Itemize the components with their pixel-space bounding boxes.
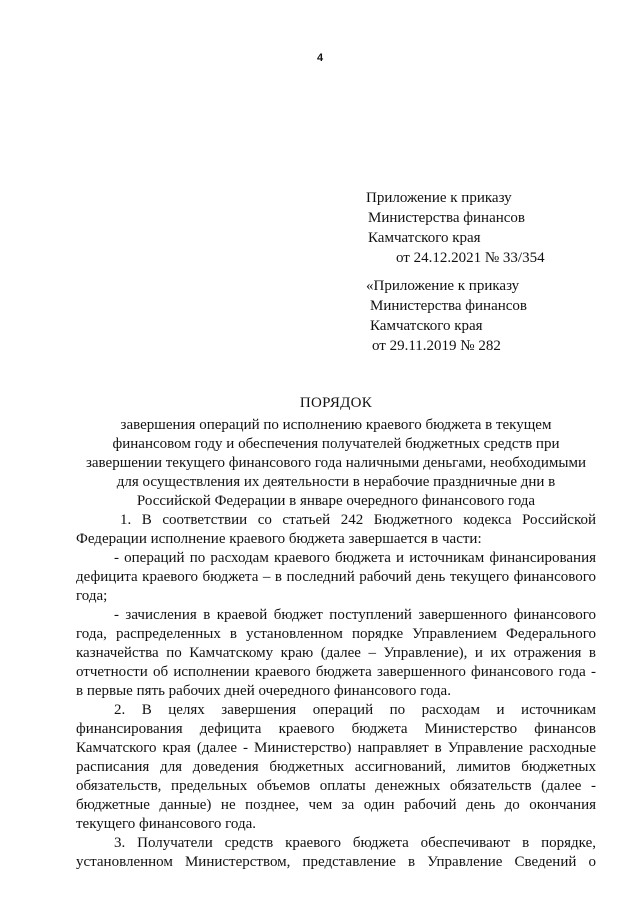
body-line: года, распределенных в установленном порядке Управлением Федерального	[76, 626, 596, 642]
body-line: Камчатского края (далее - Министерство) направляет в Управление расходные	[76, 740, 596, 756]
subtitle-line: завершении текущего финансового года наличными деньгами, необходимыми	[85, 455, 587, 471]
document-subtitle	[76, 416, 596, 511]
body-line: финансирования дефицита краевого бюджета Министерство финансов	[76, 721, 596, 737]
body-line: в первые пять рабочих дней очередного финансового года.	[76, 683, 451, 699]
appendix-line: от 24.12.2021 № 33/354	[396, 250, 545, 266]
body-line: отчетности об исполнении краевого бюджета завершенного финансового года -	[76, 664, 596, 680]
body-line: казначейства по Камчатскому краю (далее – Управление), и их отражения в	[76, 645, 596, 661]
body-line: года;	[76, 588, 108, 604]
appendix-line: Камчатского края	[370, 318, 483, 334]
appendix-header-original	[366, 276, 527, 356]
page-number: 4	[316, 52, 324, 64]
subtitle-line: завершения операций по исполнению краевого бюджета в текущем	[120, 417, 552, 433]
body-line: расписания для доведения бюджетных ассигнований, лимитов бюджетных	[76, 759, 596, 775]
body-line: бюджетные данные) не позднее, чем за один рабочий день до окончания	[76, 797, 596, 813]
appendix-line: Камчатского края	[368, 230, 481, 246]
appendix-line: Министерства финансов	[368, 210, 525, 226]
body-line: - зачисления в краевой бюджет поступлений завершенного финансового	[114, 607, 596, 623]
subtitle-line: финансовом году и обеспечения получателей бюджетных средств при	[112, 436, 560, 452]
document-title: ПОРЯДОК	[299, 395, 373, 411]
appendix-line: Министерства финансов	[370, 298, 527, 314]
body-line: Федерации исполнение краевого бюджета завершается в части:	[76, 531, 482, 547]
body-line: 2. В целях завершения операций по расходам и источникам	[114, 702, 596, 718]
body-line: обязательств, предельных объемов оплаты денежных обязательств (далее -	[76, 778, 596, 794]
subtitle-line: Российской Федерации в январе очередного финансового года	[136, 493, 536, 509]
appendix-line: «Приложение к приказу	[366, 278, 520, 294]
appendix-line: от 29.11.2019 № 282	[372, 338, 501, 354]
body-line: установленном Министерством, представление в Управление Сведений о	[76, 854, 596, 870]
body-line: - операций по расходам краевого бюджета и источникам финансирования	[114, 550, 596, 566]
body-line: 3. Получатели средств краевого бюджета обеспечивают в порядке,	[114, 835, 596, 851]
document-body	[76, 511, 596, 872]
body-line: дефицита краевого бюджета – в последний рабочий день текущего финансового	[76, 569, 596, 585]
subtitle-line: для осуществления их деятельности в нерабочие праздничные дни в	[116, 474, 556, 490]
appendix-line: Приложение к приказу	[366, 190, 512, 206]
appendix-header-current	[366, 188, 545, 268]
body-line: текущего финансового года.	[76, 816, 257, 832]
body-line: 1. В соответствии со статьей 242 Бюджетного кодекса Российской	[120, 512, 596, 528]
document-heading	[76, 392, 596, 511]
